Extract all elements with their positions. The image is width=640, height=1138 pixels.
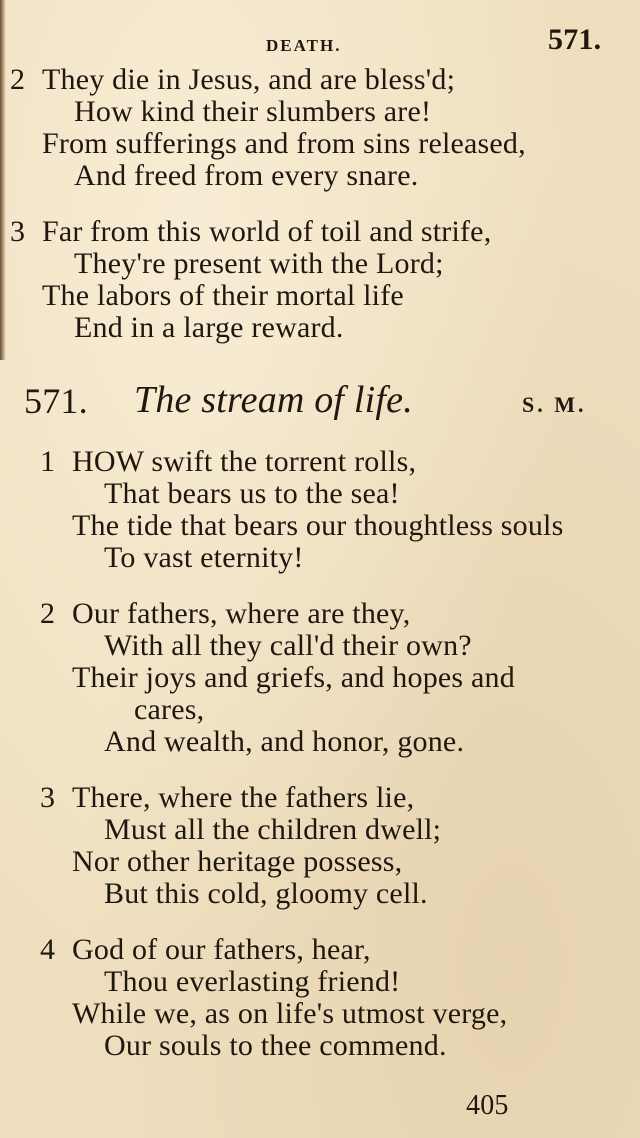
stanza-1-line-3: The tide that bears our thoughtless souls bbox=[72, 509, 564, 542]
prev-stanza-3-number: 3 bbox=[10, 215, 26, 248]
stanza-1-line-2: That bears us to the sea! bbox=[104, 477, 400, 510]
prev-stanza-2-line-3: From sufferings and from sins released, bbox=[42, 127, 526, 160]
page-binding-edge bbox=[0, 0, 6, 360]
stanza-4-line-1: God of our fathers, hear, bbox=[72, 933, 371, 966]
stanza-2-line-1: Our fathers, where are they, bbox=[72, 597, 411, 630]
stanza-3-line-4: But this cold, gloomy cell. bbox=[104, 877, 428, 910]
stanza-3-line-1: There, where the fathers lie, bbox=[72, 781, 415, 814]
stanza-3-line-2: Must all the children dwell; bbox=[104, 813, 442, 846]
hymn-number: 571. bbox=[24, 381, 88, 421]
stanza-4-number: 4 bbox=[40, 933, 56, 966]
prev-stanza-2-number: 2 bbox=[10, 63, 26, 96]
stanza-2-line-2: With all they call'd their own? bbox=[104, 629, 472, 662]
stanza-4-line-2: Thou everlasting friend! bbox=[104, 965, 401, 998]
stanza-1-line-4: To vast eternity! bbox=[104, 541, 304, 574]
prev-stanza-2-line-4: And freed from every snare. bbox=[74, 159, 419, 192]
prev-stanza-3-line-2: They're present with the Lord; bbox=[74, 247, 444, 280]
prev-stanza-2-line-1: They die in Jesus, and are bless'd; bbox=[42, 63, 456, 96]
running-header-section: DEATH. bbox=[266, 36, 342, 55]
stanza-3-number: 3 bbox=[40, 781, 56, 814]
hymn-title: The stream of life. bbox=[134, 379, 413, 421]
prev-stanza-3-line-3: The labors of their mortal life bbox=[42, 279, 404, 312]
stanza-4-line-4: Our souls to thee commend. bbox=[104, 1029, 447, 1062]
prev-stanza-3-line-4: End in a large reward. bbox=[74, 311, 344, 344]
stanza-1-line-1: HOW swift the torrent rolls, bbox=[72, 445, 417, 478]
stanza-3-line-3: Nor other heritage possess, bbox=[72, 845, 403, 878]
stanza-4-line-3: While we, as on life's utmost verge, bbox=[72, 997, 508, 1030]
hymn-meter: S. M. bbox=[522, 392, 587, 417]
stanza-2-line-3: Their joys and griefs, and hopes and bbox=[72, 661, 515, 694]
stanza-2-number: 2 bbox=[40, 597, 56, 630]
prev-stanza-2-line-2: How kind their slumbers are! bbox=[74, 95, 432, 128]
stanza-2-line-4: And wealth, and honor, gone. bbox=[104, 725, 465, 758]
running-header-hymn-number: 571. bbox=[548, 23, 602, 56]
prev-stanza-3-line-1: Far from this world of toil and strife, bbox=[42, 215, 492, 248]
stanza-1-number: 1 bbox=[40, 445, 56, 478]
stanza-2-line-3-continued: cares, bbox=[134, 693, 205, 726]
page-number: 405 bbox=[466, 1090, 509, 1121]
